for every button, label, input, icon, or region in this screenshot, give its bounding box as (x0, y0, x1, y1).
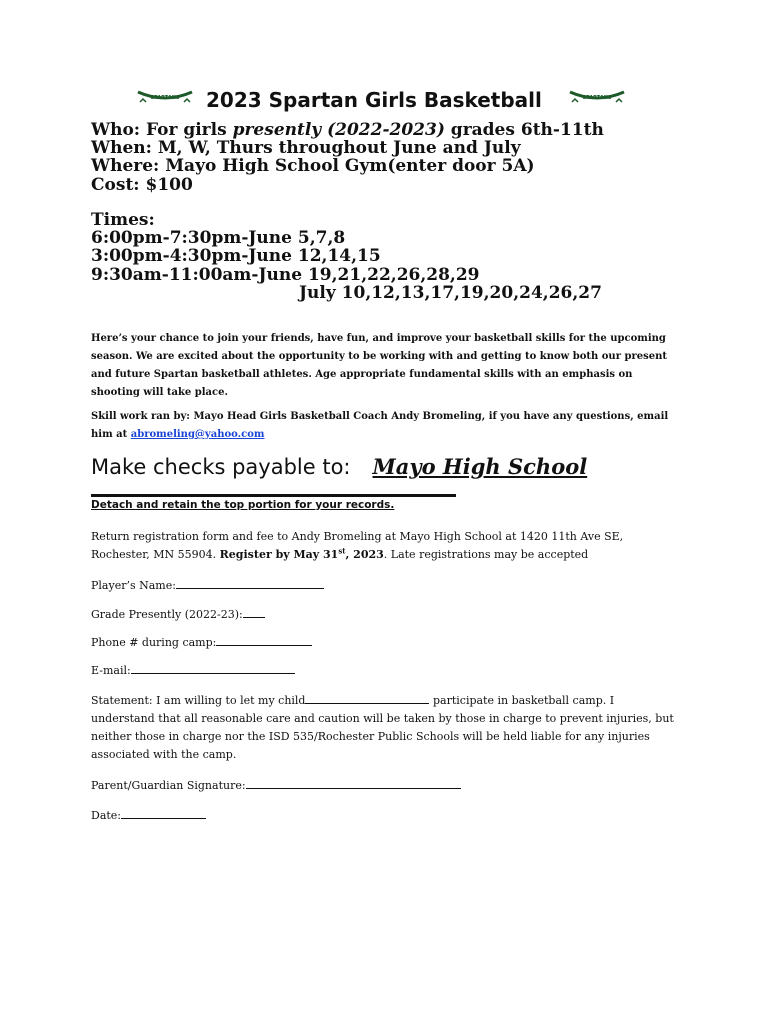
page-title: 2023 Spartan Girls Basketball (206, 88, 542, 112)
checks-payable (91, 454, 587, 479)
time-slot: 3:00pm-4:30pm-June 12,14,15 (91, 246, 381, 267)
date-label: Date: (91, 809, 122, 822)
email-link[interactable]: abromeling@yahoo.com (130, 429, 265, 440)
email-input[interactable] (131, 662, 295, 674)
phone-input[interactable] (216, 634, 312, 646)
signature-label: Parent/Guardian Signature: (91, 779, 246, 792)
checks-label: Make checks payable to: (91, 455, 351, 479)
when-line: When: M, W, Thurs throughout June and July (91, 138, 521, 159)
email-field (91, 662, 295, 677)
logo-text: SPARTANS (150, 95, 180, 101)
header (0, 84, 770, 120)
description-paragraph: Here’s your chance to join your friends, have fun, and improve your basketball skills for the upcoming season. We are excited about the opportunity to be working with and getting to know both our present and future Spartan basketball athletes. Age appropriate fundamental skills with an emphasis on shooting will take place. (91, 333, 667, 398)
spartans-logo-left (136, 90, 194, 106)
player-name-input[interactable] (176, 577, 324, 589)
child-name-input[interactable] (305, 692, 429, 704)
description (91, 330, 681, 444)
coach-paragraph: Skill work ran by: Mayo Head Girls Basketball Coach Andy Bromeling, if you have any questions, email him at abromeling@yahoo.com (91, 411, 669, 440)
detach-note: Detach and retain the top portion for your records. (91, 499, 395, 511)
date-input[interactable] (121, 807, 206, 819)
register-deadline: Register by May 31st, 2023 (219, 546, 384, 561)
times-heading: Times: (91, 210, 155, 230)
logo-text: SPARTANS (582, 95, 612, 101)
cost-line: Cost: $100 (91, 174, 193, 195)
signature-field (91, 777, 461, 792)
liability-statement: Statement: I am willing to let my child participate in basketball camp. I understand that all reasonable care and caution will be taken by those in charge to prevent injuries, but neither those in charge nor the ISD 535/Rochester Public Schools will be held liable for any injuries associated with the camp. (91, 694, 674, 761)
schedule-times (91, 211, 602, 302)
time-slot: July 10,12,13,17,19,20,24,26,27 (299, 282, 602, 303)
time-slot: 6:00pm-7:30pm-June 5,7,8 (91, 228, 346, 249)
player-name-label: Player’s Name: (91, 579, 176, 592)
divider-rule (91, 494, 456, 497)
time-slot: 9:30am-11:00am-June 19,21,22,26,28,29 (91, 264, 480, 285)
date-field (91, 807, 206, 822)
return-instructions: Return registration form and fee to Andy Bromeling at Mayo High School at 1420 11th Ave SE, Rochester, MN 55904. Register by May 31st, 2023. Late registrations may be accepted (91, 530, 624, 561)
grade-label: Grade Presently (2022-23): (91, 608, 243, 621)
phone-field (91, 634, 312, 649)
phone-label: Phone # during camp: (91, 636, 217, 649)
grade-input[interactable] (243, 606, 265, 618)
payee: Mayo High School (372, 454, 588, 479)
player-name-field (91, 577, 324, 592)
where-line: Where: Mayo High School Gym(enter door 5A) (91, 156, 535, 177)
signature-input[interactable] (246, 777, 461, 789)
spartans-logo-right (568, 90, 626, 106)
camp-info (91, 121, 604, 194)
who-line: Who: For girls presently (2022-2023) grades 6th-11th (91, 120, 604, 140)
email-label: E-mail: (91, 664, 131, 677)
grade-field (91, 606, 265, 621)
